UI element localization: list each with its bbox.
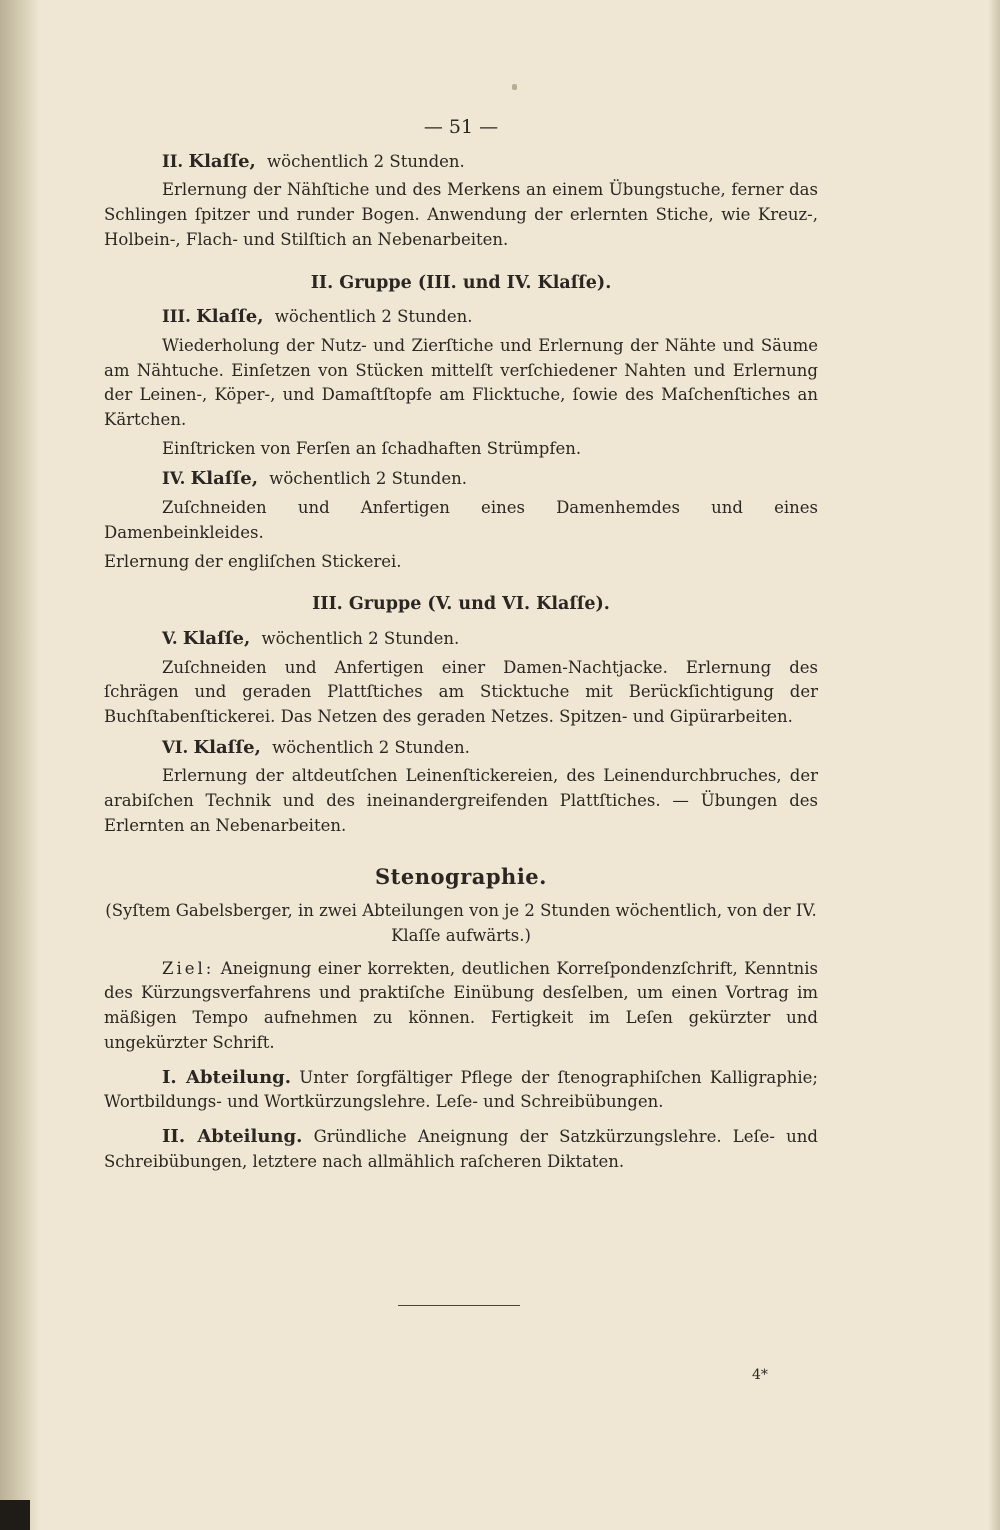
klasse-3-roman: III.	[162, 307, 191, 327]
klasse-3-heading	[162, 305, 818, 330]
abteilung-1-text: Unter ſorgfältiger Pflege der ſtenographiſchen Kalligraphie; Wortbildungs- und Wortkürzungslehre. Leſe- und Schreibübungen.	[104, 1067, 818, 1112]
abteilung-1-label: I. Abteilung.	[162, 1066, 292, 1088]
gruppe-2-heading: II. Gruppe (III. und IV. Klaſſe).	[310, 272, 612, 293]
abteilung-2-label: II. Abteilung.	[162, 1125, 303, 1147]
klasse-4-paragraph-1: Zuſchneiden und Anfertigen eines Damenhemdes und eines Damenbeinkleides.	[104, 498, 818, 542]
klasse-6-roman: VI.	[162, 737, 189, 757]
stenographie-heading: Stenographie.	[375, 863, 547, 889]
klasse-5-word: Klaſſe,	[182, 627, 251, 649]
klasse-5-paragraph: Zuſchneiden und Anfertigen einer Damen-Nachtjacke. Erlernung des ſchrägen und geraden Plattſtiches am Sticktuche mit Berückſichtigung der Buchſtabenſtickerei. Das Netzen des geraden Netzes. Spitzen- und Gipürarbeiten.	[104, 657, 818, 727]
page-gutter-shadow	[0, 0, 40, 1530]
ziel-text: Aneignung einer korrekten, deutlichen Korreſpondenzſchrift, Kenntnis des Kürzungsverfahrens und praktiſche Einübung desſelben, um einen Vortrag im mäßigen Tempo aufnehmen zu können. Fertigkeit im Leſen gekürzter und ungekürzter Schrift.	[104, 958, 819, 1052]
klasse-3-word: Klaſſe,	[196, 306, 264, 328]
closing-rule	[398, 1305, 520, 1306]
klasse-2-roman: II.	[162, 151, 184, 171]
klasse-6-hours: wöchentlich 2 Stunden.	[272, 737, 470, 757]
klasse-2-heading	[162, 150, 818, 175]
klasse-4-word: Klaſſe,	[190, 468, 258, 490]
gruppe-3-heading: III. Gruppe (V. und VI. Klaſſe).	[312, 594, 610, 615]
page-right-edge	[988, 0, 1000, 1530]
stenographie-note: (Syſtem Gabelsberger, in zwei Abteilungen von je 2 Stunden wöchentlich, von der IV. Klaſſe aufwärts.)	[105, 901, 817, 945]
abteilung-2-text: Gründliche Aneignung der Satzkürzungslehre. Leſe- und Schreibübungen, letztere nach allmählich raſcheren Diktaten.	[104, 1126, 818, 1171]
page-number: — 51 —	[423, 116, 499, 138]
klasse-6-word: Klaſſe,	[193, 736, 261, 758]
abteilung-2	[104, 1125, 818, 1174]
klasse-6-paragraph: Erlernung der altdeutſchen Leinenſtickereien, des Leinendurchbruches, der arabiſchen Technik und des ineinandergreifenden Plattſtiches. — Übungen des Erlernten an Nebenarbeiten.	[104, 766, 818, 835]
klasse-2-paragraph: Erlernung der Nähſtiche und des Merkens an einem Übungstuche, ferner das Schlingen ſpitzer und runder Bogen. Anwendung der erlernten Stiche, wie Kreuz-, Holbein-, Flach- und Stilſtich an Nebenarbeiten.	[104, 180, 818, 249]
klasse-2-hours: wöchentlich 2 Stunden.	[267, 151, 465, 171]
klasse-4-paragraph-2: Erlernung der engliſchen Stickerei.	[104, 551, 402, 571]
klasse-2-word: Klaſſe,	[188, 150, 256, 172]
klasse-3-hours: wöchentlich 2 Stunden.	[274, 307, 473, 327]
klasse-5-roman: V.	[162, 628, 178, 648]
abteilung-1	[104, 1066, 818, 1115]
signature-mark: 4*	[752, 1367, 768, 1383]
klasse-3-paragraph-2: Einſtricken von Ferſen an ſchadhaften Strümpfen.	[162, 438, 582, 458]
klasse-4-hours: wöchentlich 2 Stunden.	[269, 469, 467, 489]
klasse-4-heading	[162, 467, 818, 492]
ziel-label: Ziel:	[162, 958, 215, 978]
klasse-6-heading	[162, 736, 818, 761]
page-body	[104, 115, 818, 1180]
scan-corner	[0, 1500, 30, 1530]
klasse-5-heading	[162, 627, 818, 652]
klasse-4-roman: IV.	[162, 469, 186, 489]
paper-speck	[512, 84, 517, 90]
klasse-3-paragraph-1: Wiederholung der Nutz- und Zierſtiche und Erlernung der Nähte und Säume am Nähtuche. Einſetzen von Stücken mittelſt verſchiedener Nahten und Erlernung der Leinen-, Köper-, und Damaſtſtopfe am Flicktuche, ſowie des Maſchenſtiches an Kärtchen.	[104, 335, 818, 430]
klasse-5-hours: wöchentlich 2 Stunden.	[261, 628, 460, 648]
stenographie-ziel	[104, 957, 818, 1056]
